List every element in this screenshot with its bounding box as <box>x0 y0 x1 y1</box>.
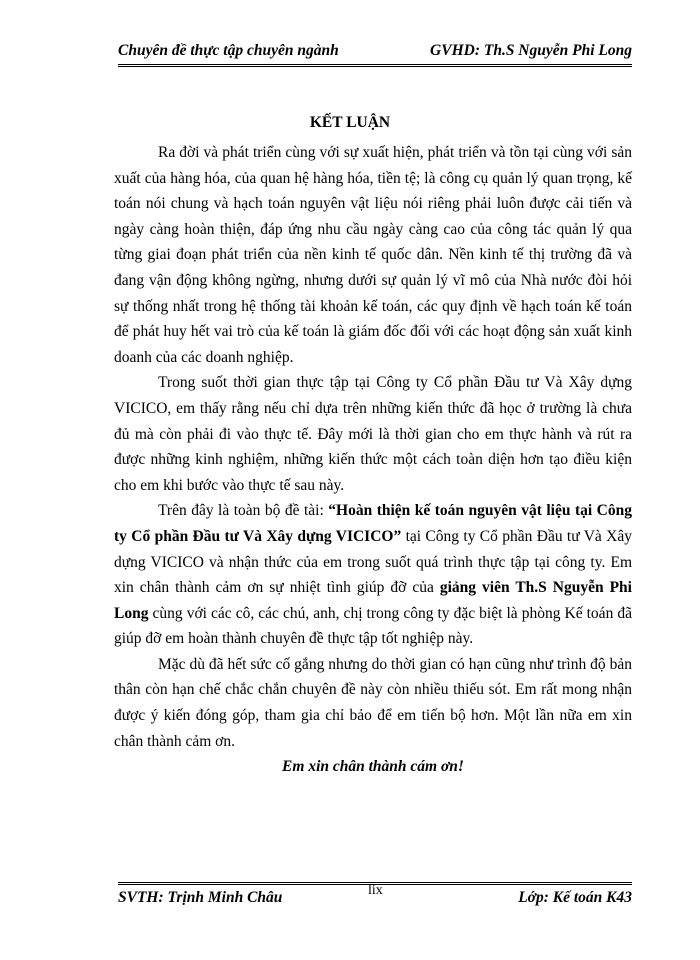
document-body <box>114 140 632 780</box>
closing-line: Em xin chân thành cám ơn! <box>282 758 464 776</box>
paragraph-3-end: cùng với các cô, các chú, anh, chị trong công ty đặc biệt là phòng Kế toán đã giúp đỡ em hoàn thành chuyên đề thực tập tốt nghiệp này. <box>114 604 632 648</box>
paragraph-1: Ra đời và phát triển cùng với sự xuất hiện, phát triển và tồn tại cùng với sản xuất của hàng hóa, của quan hệ hàng hóa, tiền tệ; là công cụ quản lý quan trọng, kế toán nói chung và hạch toán nguyên vật liệu nói riêng phải luôn được cải tiến và ngày càng hoàn thiện, đáp ứng nhu cầu ngày càng cao của công tác quản lý qua từng giai đoạn phát triển của nền kinh tế quốc dân. Nền kinh tế thị trường đã và đang vận động không ngừng, nhưng dưới sự quản lý vĩ mô của Nhà nước đòi hỏi sự thống nhất trong hệ thống tài khoản kế toán, các quy định về hạch toán kế toán để phát huy hết vai trò của kế toán là giám đốc đối với các hoạt động sản xuất kinh doanh của các doanh nghiệp. <box>114 144 632 366</box>
page-footer <box>118 882 632 915</box>
page-number: lix <box>368 883 383 898</box>
footer-student: SVTH: Trịnh Minh Châu <box>118 889 283 906</box>
paragraph-2: Trong suốt thời gian thực tập tại Công ty Cổ phần Đầu tư Và Xây dựng VICICO, em thấy rằng nếu chỉ dựa trên những kiến thức đã học ở trường là chưa đủ mà còn phải đi vào thực tế. Đây mới là thời gian cho em thực hành và rút ra được những kinh nghiệm, những kiến thức một cách toàn diện hơn tạo điều kiện cho em khi bước vào thực tế sau này. <box>114 374 632 494</box>
supervisor-name: giảng viên Th.S Nguyễn Phi Long <box>114 579 632 622</box>
paragraph-3 <box>114 498 632 652</box>
paragraph-3-middle: tại Công ty Cổ phần Đầu tư Và Xây dựng VICICO và nhận thức của em trong suốt quá trình thực tập tại công ty. Em xin chân thành cảm ơn sự nhiệt tình giúp đỡ của <box>114 527 632 597</box>
section-title: KẾT LUẬN <box>309 114 391 131</box>
header-supervisor: GVHD: Th.S Nguyễn Phi Long <box>430 42 632 59</box>
paragraph-4: Mặc dù đã hết sức cố gắng nhưng do thời gian có hạn cũng như trình độ bản thân còn hạn chế chắc chắn chuyên đề này còn nhiều thiếu sót. Em rất mong nhận được ý kiến đóng góp, tham gia chỉ bảo để em tiến bộ hơn. Một lần nữa em xin chân thành cảm ơn. <box>114 655 632 750</box>
paragraph-3-intro: Trên đây là toàn bộ đề tài: <box>158 502 329 520</box>
footer-class: Lớp: Kế toán K43 <box>518 889 632 906</box>
page-header <box>118 40 632 67</box>
header-document-type: Chuyên đề thực tập chuyên ngành <box>118 42 339 59</box>
thesis-topic: “Hoàn thiện kế toán nguyên vật liệu tại Công ty Cổ phần Đầu tư Và Xây dựng VICICO” <box>114 502 632 545</box>
